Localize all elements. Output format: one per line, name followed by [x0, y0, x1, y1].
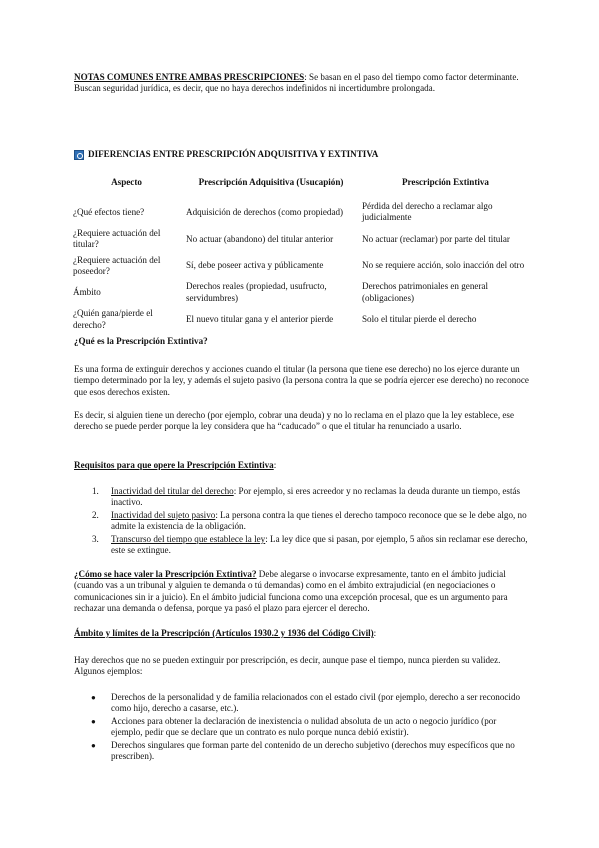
list-item-text: Derechos singulares que forman parte del contenido de un derecho subjetivo (derechos muy específicos que no prescriben).	[111, 739, 515, 762]
como-text: Debe alegarse o invocarse expresamente, tanto en el ámbito judicial (cuando vas a un tribunal y alguien te demanda o tú demandas) como en el ámbito extrajudicial (en negociaciones o comunicaciones sin ir a juicio). En el ámbito judicial funciona como una excepción procesal, que es un argumento para rechazar una demanda o defensa, porque ya pasó el plazo para ejercer el derecho.	[74, 569, 508, 614]
intro-paragraph	[74, 72, 529, 95]
list-item	[74, 534, 529, 557]
requisitos-heading-text: Requisitos para que opere la Prescripción Extintiva	[74, 460, 274, 470]
table-header-cell: Prescripción Adquisitiva (Usucapión)	[198, 177, 344, 187]
table-cell: El nuevo titular gana y el anterior pierde	[186, 313, 334, 324]
table-cell: Derechos patrimoniales en general (obligaciones)	[362, 281, 488, 303]
requisitos-heading-suffix: :	[273, 460, 277, 470]
table-cell: ¿Requiere actuación del titular?	[73, 227, 161, 250]
table-cell: No se requiere acción, solo inacción del otro	[362, 260, 525, 271]
list-item	[74, 716, 529, 739]
section-heading-text: DIFERENCIAS ENTRE PRESCRIPCIÓN ADQUISITIVA Y EXTINTIVA	[88, 149, 379, 159]
bullet-dot-icon: ●	[91, 693, 96, 702]
table-row	[70, 253, 532, 280]
comparison-table	[70, 175, 532, 333]
table-cell: Derechos reales (propiedad, usufructo, servidumbres)	[186, 281, 327, 303]
table-row	[70, 306, 532, 333]
table-header-cell: Prescripción Extintiva	[402, 177, 489, 187]
list-item	[74, 510, 529, 533]
table-cell: Pérdida del derecho a reclamar algo judicialmente	[362, 201, 493, 223]
table-row	[70, 199, 532, 226]
intro-label: NOTAS COMUNES ENTRE AMBAS PRESCRIPCIONES	[74, 72, 305, 82]
list-item-label: Transcurso del tiempo que establece la ley	[111, 533, 266, 544]
table-cell: Sí, debe poseer activa y públicamente	[186, 260, 324, 271]
ambito-heading	[74, 628, 529, 639]
list-item-text: : La ley dice que si pasan, por ejemplo, 5 años sin reclamar ese derecho, este se extingue.	[111, 533, 528, 556]
list-number: 2.	[92, 509, 99, 520]
ambito-heading-suffix: :	[373, 628, 377, 638]
table-row	[70, 279, 532, 306]
list-item-label: Inactividad del sujeto pasivo	[111, 509, 216, 520]
table-row	[70, 226, 532, 253]
list-item	[74, 740, 529, 763]
requisitos-heading	[74, 460, 529, 471]
table-cell: Solo el titular pierde el derecho	[362, 313, 477, 324]
list-item-label: Inactividad del titular del derecho	[111, 486, 234, 496]
table-cell: ¿Qué efectos tiene?	[73, 206, 145, 217]
list-number: 1.	[92, 486, 99, 496]
list-item	[74, 692, 529, 715]
list-item	[74, 486, 529, 509]
list-item-text: : Por ejemplo, si eres acreedor y no reclamas la deuda durante un tiempo, estás inactivo.	[111, 486, 521, 508]
table-cell: ¿Quién gana/pierde el derecho?	[73, 308, 153, 330]
table-cell: Ámbito	[73, 287, 101, 298]
table-cell: No actuar (reclamar) por parte del titular	[362, 233, 510, 244]
section-heading	[74, 149, 529, 160]
requisitos-list	[74, 486, 529, 557]
ejemplos-list	[74, 692, 529, 763]
ambito-intro-paragraph: Hay derechos que no se pueden extinguir por prescripción, es decir, aunque pase el tiempo, nunca pierden su validez. Algunos ejemplos:	[74, 655, 501, 677]
que-es-paragraph-2: Es decir, si alguien tiene un derecho (por ejemplo, cobrar una deuda) y no lo reclama en el plazo que la ley establece, ese derecho se puede perder porque la ley considera que ha “caducado” o que el titular ha renunciado a usarlo.	[74, 410, 514, 432]
table-header-cell: Aspecto	[111, 177, 142, 187]
bullet-dot-icon: ●	[91, 716, 96, 726]
como-paragraph	[74, 569, 529, 615]
list-item-text: : La persona contra la que tienes el derecho tampoco reconoce que se le debe algo, no admite la existencia de la obligación.	[111, 509, 527, 532]
bullet-square-icon	[74, 150, 84, 160]
que-es-heading: ¿Qué es la Prescripción Extintiva?	[74, 336, 208, 346]
table-cell: No actuar (abandono) del titular anterior	[186, 233, 334, 244]
ambito-heading-text: Ámbito y límites de la Prescripción (Artículos 1930.2 y 1936 del Código Civil)	[74, 628, 374, 638]
como-heading: ¿Cómo se hace valer la Prescripción Extintiva?	[74, 569, 257, 579]
list-number: 3.	[92, 533, 99, 544]
que-es-paragraph-1: Es una forma de extinguir derechos y acciones cuando el titular (la persona que tiene ese derecho) no los ejerce durante un tiempo determinado por la ley, y además el sujeto pasivo (la persona contra la que se podría ejercer ese derecho) no reconoce que esos derechos existen.	[74, 364, 529, 397]
intro-text: : Se basan en el paso del tiempo como factor determinante. Buscan seguridad jurídica, es decir, que no haya derechos indefinidos ni incertidumbre prolongada.	[74, 72, 519, 94]
list-item-text: Derechos de la personalidad y de familia relacionados con el estado civil (por ejemplo, derecho a ser reconocido como hijo, derecho a casarse, etc.).	[111, 692, 521, 714]
bullet-dot-icon: ●	[91, 740, 96, 750]
table-cell: Adquisición de derechos (como propiedad)	[186, 206, 344, 217]
table-header-row	[70, 175, 532, 199]
table-cell: ¿Requiere actuación del poseedor?	[73, 254, 161, 277]
list-item-text: Acciones para obtener la declaración de inexistencia o nulidad absoluta de un acto o negocio jurídico (por ejemplo, pedir que se declare que un contrato es nulo porque nunca debió existir).	[111, 715, 497, 738]
